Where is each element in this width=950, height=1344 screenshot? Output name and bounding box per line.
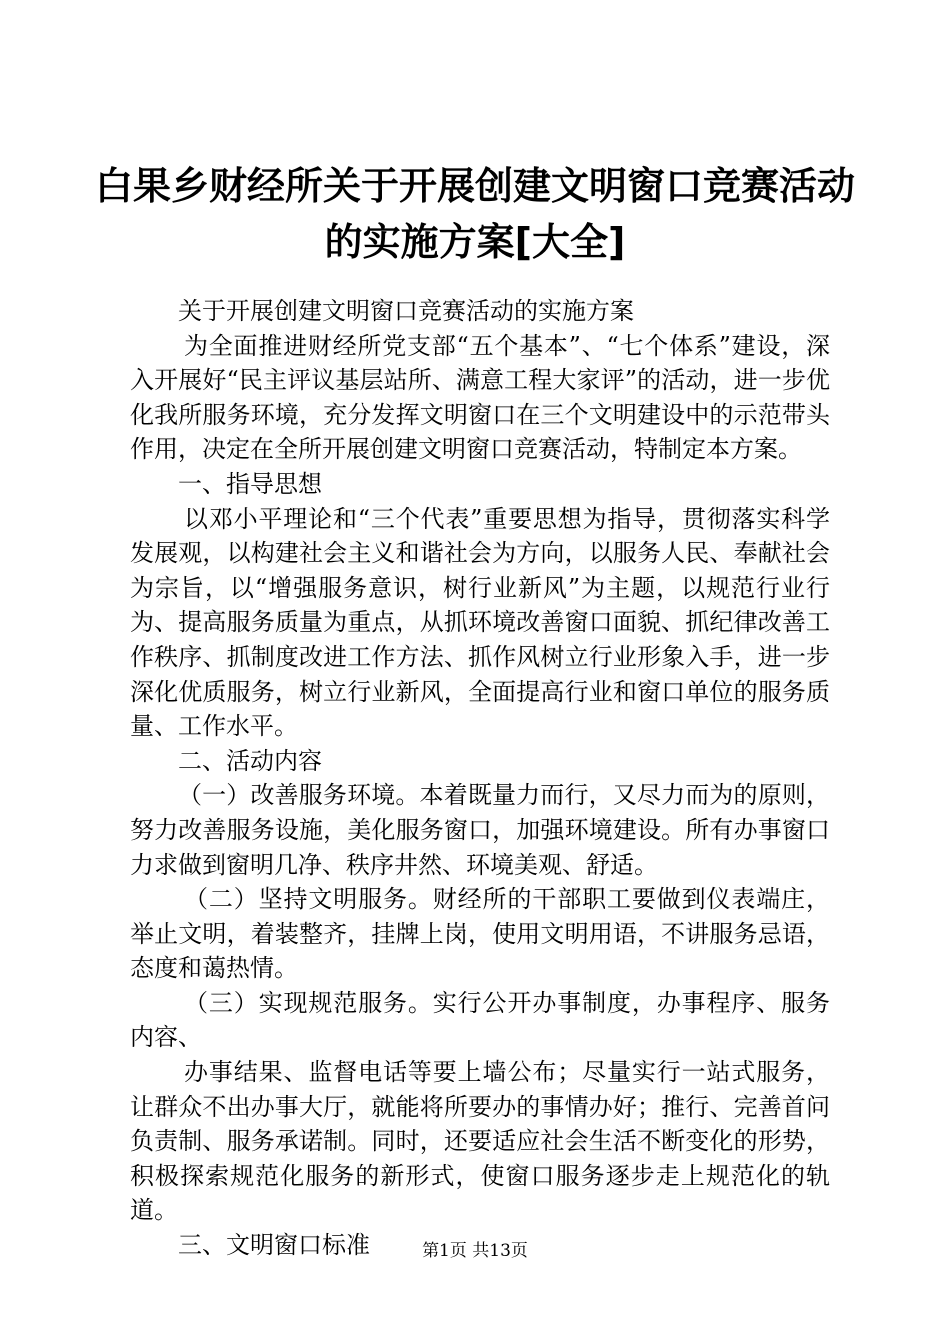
activity-item-3-continued: 办事结果、监督电话等要上墙公布；尽量实行一站式服务，让群众不出办事大厅，就能将所要办的事情办好；推行、完善首问负责制、服务承诺制。同时，还要适应社会生活不断变化的形势，积极探索规范化服务的新形式，使窗口服务逐步走上规范化的轨道。 (130, 1058, 830, 1225)
activity-item-3: （三）实现规范服务。实行公开办事制度，办事程序、服务内容、 (130, 988, 830, 1052)
document-title (60, 158, 890, 270)
guiding-thought-paragraph: 以邓小平理论和“三个代表”重要思想为指导，贯彻落实科学发展观，以构建社会主义和谐社会为方向，以服务人民、奉献社会为宗旨，以“增强服务意识，树行业新风”为主题，以规范行业行为、提高服务质量为重点，从抓环境改善窗口面貌、抓纪律改善工作秩序、抓制度改进工作方法、抓作风树立行业形象入手，进一步深化优质服务，树立行业新风，全面提高行业和窗口单位的服务质量、工作水平。 (130, 504, 830, 741)
section-heading-2: 二、活动内容 (178, 746, 322, 775)
page-footer: 第1页 共13页 (422, 1241, 528, 1261)
subtitle-paragraph: 关于开展创建文明窗口竞赛活动的实施方案 (178, 297, 634, 325)
document-body (130, 294, 830, 1263)
section-heading-1: 一、指导思想 (178, 469, 322, 498)
intro-paragraph: 为全面推进财经所党支部“五个基本”、“七个体系”建设，深入开展好“民主评议基层站所、满意工程大家评”的活动，进一步优化我所服务环境，充分发挥文明窗口在三个文明建设中的示范带头作用，决定在全所开展创建文明窗口竞赛活动，特制定本方案。 (130, 331, 830, 464)
section-heading-3: 三、文明窗口标准 (178, 1231, 370, 1260)
activity-item-2: （二）坚持文明服务。财经所的干部职工要做到仪表端庄，举止文明，着装整齐，挂牌上岗，使用文明用语，不讲服务忌语，态度和蔼热情。 (130, 885, 830, 983)
title-line-1: 白果乡财经所关于开展创建文明窗口竞赛活动 (94, 164, 855, 208)
title-line-2: 的实施方案[大全] (324, 220, 626, 264)
activity-item-1: （一）改善服务环境。本着既量力而行，又尽力而为的原则，努力改善服务设施，美化服务窗口，加强环境建设。所有办事窗口力求做到窗明几净、秩序井然、环境美观、舒适。 (130, 781, 830, 879)
